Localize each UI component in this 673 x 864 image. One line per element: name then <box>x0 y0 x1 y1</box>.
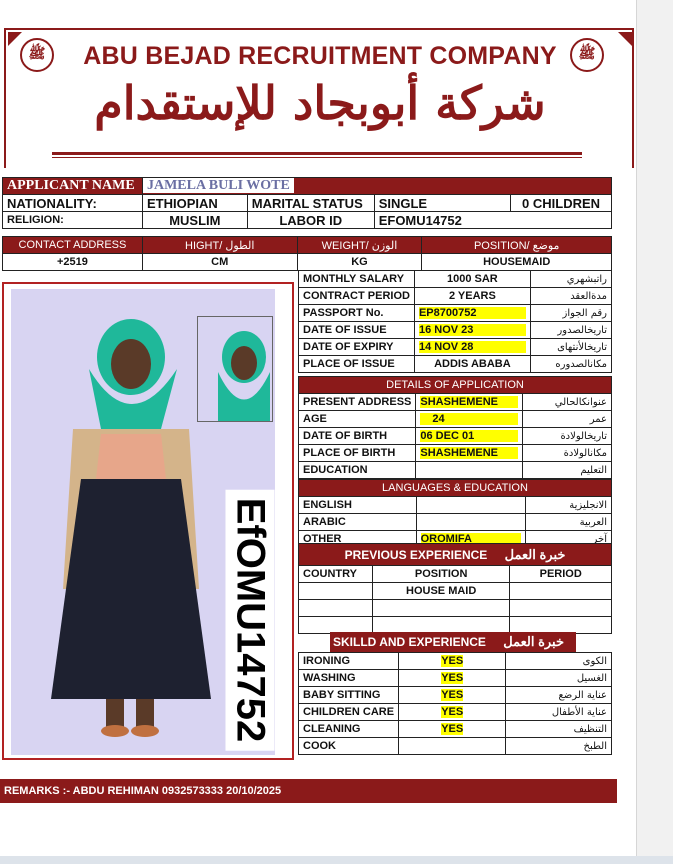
skill-value-cell <box>399 738 506 755</box>
contract-label-arabic: راتبشهري <box>530 271 611 288</box>
language-label-arabic: العربية <box>526 514 612 531</box>
viewer-bottom-bar <box>0 856 673 864</box>
experience-title-arabic: خبرة العمل <box>504 546 566 562</box>
nationality-row <box>3 195 612 212</box>
contract-value: 2 YEARS <box>448 290 496 302</box>
experience-row <box>299 600 612 617</box>
language-value-cell <box>416 497 526 514</box>
contact-table <box>2 236 612 271</box>
skill-label: WASHING <box>299 670 399 687</box>
language-label-arabic: آخر <box>526 531 612 548</box>
thumbnail-figure-icon <box>198 317 273 422</box>
details-label-arabic: عنوانكالحالي <box>522 394 611 411</box>
religion-value: MUSLIM <box>142 212 247 229</box>
applicant-info-table <box>2 177 612 229</box>
contract-label: CONTRACT PERIOD <box>299 288 415 305</box>
skill-row <box>299 653 612 670</box>
company-name-english: ABU BEJAD RECRUITMENT COMPANY <box>83 42 557 70</box>
skill-row <box>299 738 612 755</box>
language-label: OTHER <box>299 531 417 548</box>
contract-label-arabic: مكانالصدوره <box>530 356 611 373</box>
experience-table <box>298 543 612 634</box>
contract-value-cell <box>414 288 530 305</box>
contact-header-row <box>3 237 612 254</box>
language-value-cell <box>416 514 526 531</box>
details-label: PLACE OF BIRTH <box>299 445 416 462</box>
header-divider-bottom <box>52 157 582 158</box>
details-value-cell <box>416 462 523 479</box>
contract-label: DATE OF ISSUE <box>299 322 415 339</box>
contract-row <box>299 322 612 339</box>
contract-label-arabic: رقم الجواز <box>530 305 611 322</box>
contract-value-cell <box>414 322 530 339</box>
experience-cell <box>510 583 612 600</box>
contract-row <box>299 288 612 305</box>
skill-value-cell <box>399 704 506 721</box>
contract-value: 16 NOV 23 <box>419 324 526 336</box>
applicant-name-row <box>3 178 612 195</box>
religion-label: RELIGION: <box>3 212 143 229</box>
skill-row <box>299 687 612 704</box>
experience-cell <box>299 600 373 617</box>
experience-cell <box>299 583 373 600</box>
language-row <box>299 497 612 514</box>
contract-rows <box>299 271 612 373</box>
labor-id-value: EFOMU14752 <box>374 212 611 229</box>
experience-title-row <box>299 544 612 566</box>
language-value: OROMIFA <box>421 533 522 545</box>
applicant-name-cell <box>142 178 611 195</box>
details-value-cell <box>416 411 523 428</box>
skill-value-cell <box>399 687 506 704</box>
company-logo-right <box>570 38 604 72</box>
experience-cell <box>510 617 612 634</box>
contract-label: PLACE OF ISSUE <box>299 356 415 373</box>
experience-title: PREVIOUS EXPERIENCE <box>344 547 488 562</box>
languages-rows <box>299 497 612 548</box>
details-value: SHASHEMENE <box>420 447 518 459</box>
header-corner-left <box>8 32 22 46</box>
skill-row <box>299 704 612 721</box>
header-corner-right <box>618 32 632 46</box>
skill-label-arabic: عناية الأطفال <box>506 704 612 721</box>
language-label: ENGLISH <box>299 497 417 514</box>
details-rows <box>299 394 612 479</box>
contact-address-header: CONTACT ADDRESS <box>3 237 143 254</box>
skill-value-cell <box>399 653 506 670</box>
experience-header-row <box>299 566 612 583</box>
contract-row <box>299 271 612 288</box>
position-value: HOUSEMAID <box>422 254 612 271</box>
details-row <box>299 462 612 479</box>
details-row <box>299 411 612 428</box>
details-value-cell <box>416 428 523 445</box>
experience-col-country: COUNTRY <box>299 566 373 583</box>
experience-title-cell <box>299 544 612 566</box>
applicant-name-value: JAMELA BULI WOTE <box>143 178 294 193</box>
skills-title-arabic: خبرة العمل <box>503 634 565 649</box>
skills-title-bar <box>330 632 576 652</box>
skills-title: SKILLD AND EXPERIENCE <box>333 635 486 649</box>
marital-status-label: MARITAL STATUS <box>247 195 374 212</box>
logo-glyph-icon: ﷺ <box>578 46 596 62</box>
applicant-name-label: APPLICANT NAME <box>3 178 143 195</box>
height-header: HIGHT/ الطول <box>142 237 297 254</box>
applicant-thumbnail <box>197 316 273 422</box>
marital-status-value: SINGLE <box>374 195 510 212</box>
contract-value-cell <box>414 271 530 288</box>
contract-label: PASSPORT No. <box>299 305 415 322</box>
contract-row <box>299 339 612 356</box>
contract-value-cell <box>414 339 530 356</box>
details-label-arabic: مكانالولادة <box>522 445 611 462</box>
skill-value: YES <box>441 723 464 735</box>
company-logo-left <box>20 38 54 72</box>
details-value: SHASHEMENE <box>420 396 518 408</box>
language-label-arabic: الانجليزية <box>526 497 612 514</box>
contract-label-arabic: تاريخالأنتهاى <box>530 339 611 356</box>
remarks-bar: REMARKS :- ABDU REHIMAN 0932573333 20/10/2025 <box>0 779 617 803</box>
experience-cell: HOUSE MAID <box>372 583 510 600</box>
skill-row <box>299 721 612 738</box>
details-table <box>298 376 612 479</box>
skill-label-arabic: الغسيل <box>506 670 612 687</box>
contract-label-arabic: تاريخالصدور <box>530 322 611 339</box>
photo-id-label: EfOMU14752 <box>226 490 275 751</box>
contract-value: 14 NOV 28 <box>419 341 526 353</box>
experience-rows <box>299 583 612 634</box>
skill-value: YES <box>441 655 464 667</box>
skill-label-arabic: عناية الرضع <box>506 687 612 704</box>
skill-value-cell <box>399 670 506 687</box>
skill-label: CHILDREN CARE <box>299 704 399 721</box>
experience-col-position: POSITION <box>372 566 510 583</box>
religion-row <box>3 212 612 229</box>
viewer-right-margin <box>636 0 673 856</box>
company-name-arabic: شركة أبوبجاد للإستقدام <box>94 76 546 130</box>
details-label-arabic: عمر <box>522 411 611 428</box>
skill-label-arabic: الكوى <box>506 653 612 670</box>
header-divider-top <box>52 152 582 155</box>
skill-value-cell <box>399 721 506 738</box>
contract-table <box>298 270 612 373</box>
nationality-value: ETHIOPIAN <box>142 195 247 212</box>
contract-value-cell <box>414 305 530 322</box>
details-row <box>299 445 612 462</box>
details-value: 24 <box>420 413 518 425</box>
contract-label: DATE OF EXPIRY <box>299 339 415 356</box>
details-label-arabic: تاريخالولادة <box>522 428 611 445</box>
languages-title-row <box>299 480 612 497</box>
height-value: CM <box>142 254 297 271</box>
skill-value: YES <box>441 689 464 701</box>
labor-id-label: LABOR ID <box>247 212 374 229</box>
details-row <box>299 394 612 411</box>
skill-label: COOK <box>299 738 399 755</box>
details-label: EDUCATION <box>299 462 416 479</box>
experience-row <box>299 617 612 634</box>
languages-title: LANGUAGES & EDUCATION <box>299 480 612 497</box>
contract-value: 1000 SAR <box>447 273 498 285</box>
skill-value: YES <box>441 672 464 684</box>
skill-label: CLEANING <box>299 721 399 738</box>
skill-label-arabic: الطبخ <box>506 738 612 755</box>
experience-cell <box>299 617 373 634</box>
contact-address-value: +2519 <box>3 254 143 271</box>
skills-rows <box>299 653 612 755</box>
contract-value-cell <box>414 356 530 373</box>
weight-value: KG <box>297 254 422 271</box>
skill-label: IRONING <box>299 653 399 670</box>
details-label: AGE <box>299 411 416 428</box>
details-value-cell <box>416 394 523 411</box>
weight-header: WEIGHT/ الوزن <box>297 237 422 254</box>
experience-cell <box>372 617 510 634</box>
nationality-label: NATIONALITY: <box>3 195 143 212</box>
language-row <box>299 514 612 531</box>
skill-label: BABY SITTING <box>299 687 399 704</box>
experience-cell <box>510 600 612 617</box>
details-value: 06 DEC 01 <box>420 430 518 442</box>
details-title-row <box>299 377 612 394</box>
contact-value-row <box>3 254 612 271</box>
details-label: PRESENT ADDRESS <box>299 394 416 411</box>
skills-table <box>298 652 612 755</box>
contract-row <box>299 356 612 373</box>
language-label: ARABIC <box>299 514 417 531</box>
skill-label-arabic: التنظيف <box>506 721 612 738</box>
details-label: DATE OF BIRTH <box>299 428 416 445</box>
experience-cell <box>372 600 510 617</box>
details-label-arabic: التعليم <box>522 462 611 479</box>
experience-col-period: PERIOD <box>510 566 612 583</box>
contract-value: EP8700752 <box>419 307 526 319</box>
contract-label-arabic: مدةالعقد <box>530 288 611 305</box>
position-header: POSITION/ موضع <box>422 237 612 254</box>
skill-row <box>299 670 612 687</box>
details-value-cell <box>416 445 523 462</box>
contract-label: MONTHLY SALARY <box>299 271 415 288</box>
details-title: DETAILS OF APPLICATION <box>299 377 612 394</box>
details-row <box>299 428 612 445</box>
experience-row <box>299 583 612 600</box>
skill-value: YES <box>441 706 464 718</box>
logo-glyph-icon: ﷺ <box>28 46 46 62</box>
contract-value: ADDIS ABABA <box>434 358 511 370</box>
languages-table <box>298 479 612 548</box>
contract-row <box>299 305 612 322</box>
children-count: 0 CHILDREN <box>511 195 612 212</box>
